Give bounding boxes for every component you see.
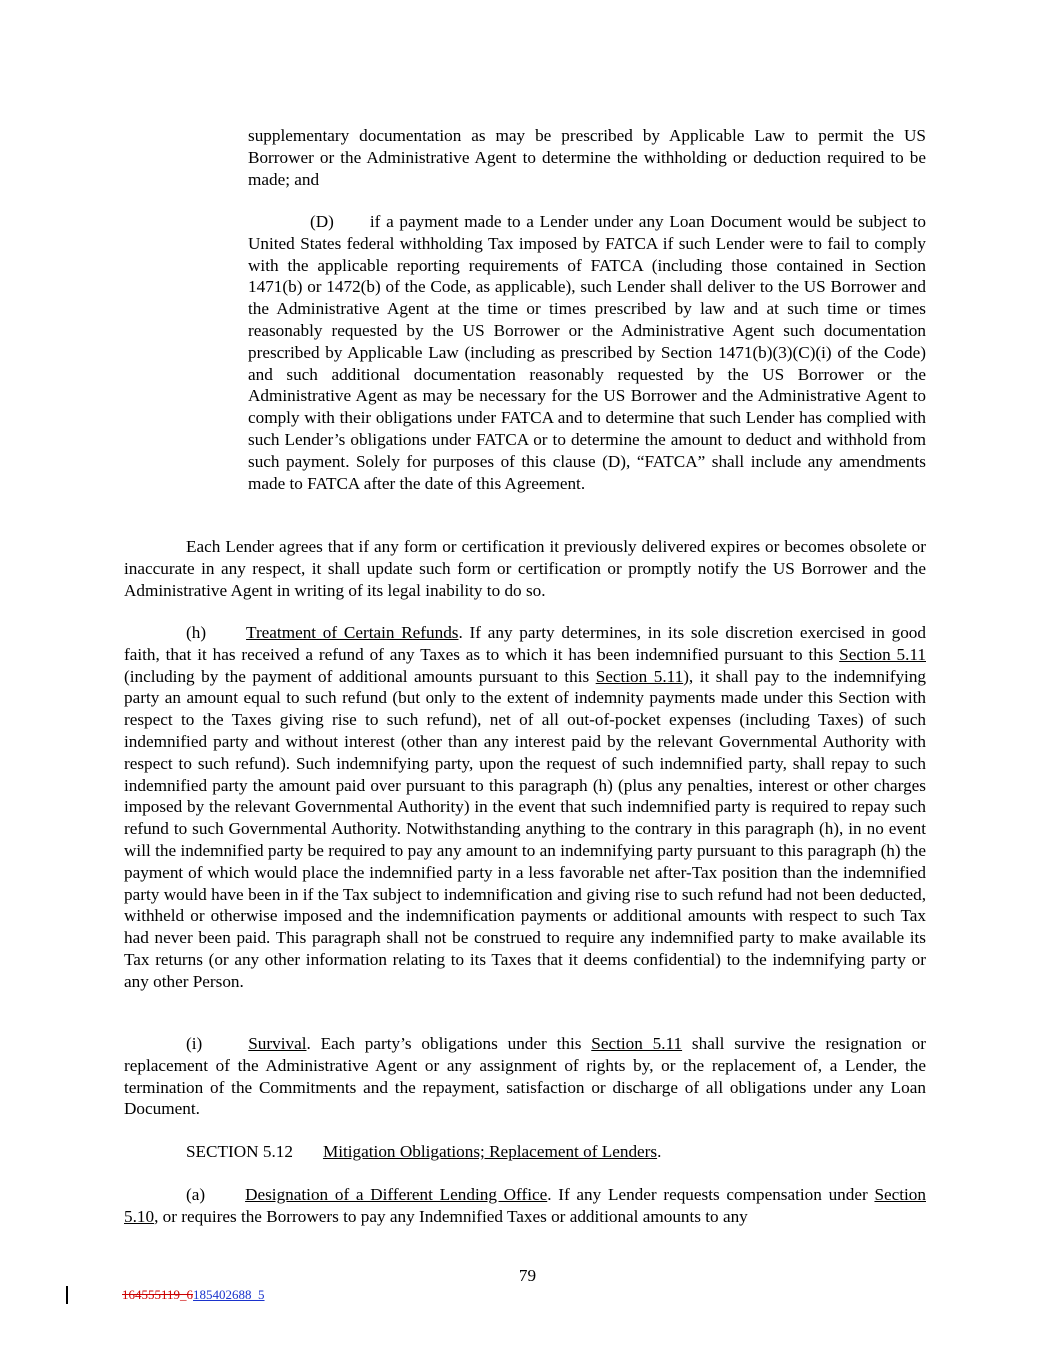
clause-label: (a) <box>186 1185 206 1204</box>
paragraph-text: . Each party’s obligations under this <box>306 1034 592 1053</box>
paragraph-text: (including by the payment of additional amounts pursuant to this <box>124 666 596 686</box>
paragraph-text: . If any party determines, in its sole discretion exercised in good faith, that it has received a refund of any Taxes as to which it has been indemnified pursuant to this <box>124 623 926 664</box>
document-id-deleted: 164555119_6 <box>122 1287 194 1302</box>
section-number: SECTION 5.12 <box>186 1142 293 1161</box>
paragraph-survival <box>124 1033 926 1120</box>
clause-label: (h) <box>186 623 207 642</box>
change-bar <box>66 1286 68 1304</box>
document-id-inserted: 185402688_5 <box>193 1287 265 1302</box>
document-id <box>122 1287 265 1303</box>
clause-label: (D) <box>310 212 334 231</box>
section-heading: Mitigation Obligations; Replacement of Lenders <box>322 1142 658 1161</box>
paragraph-text: Each Lender agrees that if any form or certification it previously delivered expires or becomes obsolete or inaccurate in any respect, it shall update such form or certification or promptly notify the US Borrower and the Administrative Agent in writing of its legal inability to do so. <box>124 537 926 600</box>
paragraph-text: supplementary documentation as may be prescribed by Applicable Law to permit the US Borrower or the Administrative Agent to determine the withholding or deduction required to be made; and <box>248 126 926 189</box>
paragraph-text: ), it shall pay to the indemnifying party an amount equal to such refund (but only to the extent of indemnity payments made under this Section with respect to the Taxes giving rise to such refund), net of all out-of-pocket expenses (including Taxes) of such indemnified party and without interest (other than any interest paid by the relevant Governmental Authority with respect to such refund). Such indemnifying party, upon the request of such indemnified party, shall repay to such indemnified party the amount paid over pursuant to this paragraph (h) (plus any penalties, interest or other charges imposed by the relevant Governmental Authority) in the event that such indemnified party is required to repay such refund to such Governmental Authority. Notwithstanding anything to the contrary in this paragraph (h), in no event will the indemnified party be required to pay any amount to an indemnifying party pursuant to this paragraph (h) the payment of which would place the indemnified party in a less favorable net after-Tax position than the indemnified party would have been in if the Tax subject to indemnification and giving rise to such refund had not been deducted, withheld or otherwise imposed and the indemnification payments or additional amounts with respect to such Tax had never been paid. This paragraph shall not be construed to require any indemnified party to make available its Tax returns (or any other information relating to its Taxes that it deems confidential) to the indemnifying party or any other Person. <box>124 666 927 991</box>
paragraph-text: if a payment made to a Lender under any Loan Document would be subject to United States federal withholding Tax imposed by FATCA if such Lender were to fail to comply with the applicable reporting requirements of FATCA (including those contained in Section 1471(b) or 1472(b) of the Code, as applicable), such Lender shall deliver to the US Borrower and the Administrative Agent at the time or times prescribed by law and at such time or times reasonably requested by the US Borrower or the Administrative Agent such documentation prescribed by Applicable Law (including as prescribed by Section 1471(b)(3)(C)(i) of the Code) and such additional documentation reasonably requested by the US Borrower or the Administrative Agent as may be necessary for the US Borrower and the Administrative Agent to comply with their obligations under FATCA and to determine that such Lender has complied with such Lender’s obligations under FATCA or to determine the amount to deduct and withhold from such payment. Solely for purposes of this clause (D), “FATCA” shall include any amendments made to FATCA after the date of this Agreement. <box>248 212 926 493</box>
clause-label: (i) <box>186 1034 203 1053</box>
section-reference: Section 5.11 <box>839 644 926 664</box>
heading-period: . <box>657 1142 662 1161</box>
paragraph-supplementary-documentation <box>248 125 926 190</box>
section-heading: Designation of a Different Lending Office <box>245 1185 548 1204</box>
section-heading: Survival <box>248 1034 307 1053</box>
paragraph-clause-d <box>248 211 926 494</box>
section-heading: Treatment of Certain Refunds <box>246 623 459 642</box>
page-number: 79 <box>518 1266 537 1285</box>
paragraph-text: shall survive the resignation or replacement of the Administrative Agent or any assignment of rights by, or the replacement of, a Lender, the termination of the Commitments and the repayment, satisfaction or discharge of all obligations under any Loan Document. <box>124 1034 926 1119</box>
paragraph-text: , or requires the Borrowers to pay any Indemnified Taxes or additional amounts to any <box>154 1206 748 1226</box>
section-reference: Section 5.11 <box>591 1034 683 1053</box>
paragraph-treatment-of-refunds <box>124 622 926 993</box>
paragraph-lender-agrees <box>124 536 926 601</box>
paragraph-designation-lending-office <box>124 1184 926 1228</box>
section-5-12-title <box>124 1141 926 1163</box>
paragraph-text: . If any Lender requests compensation under <box>547 1185 875 1204</box>
section-reference: Section 5.11 <box>595 666 684 686</box>
section-reference: Section 5.10 <box>124 1185 926 1226</box>
